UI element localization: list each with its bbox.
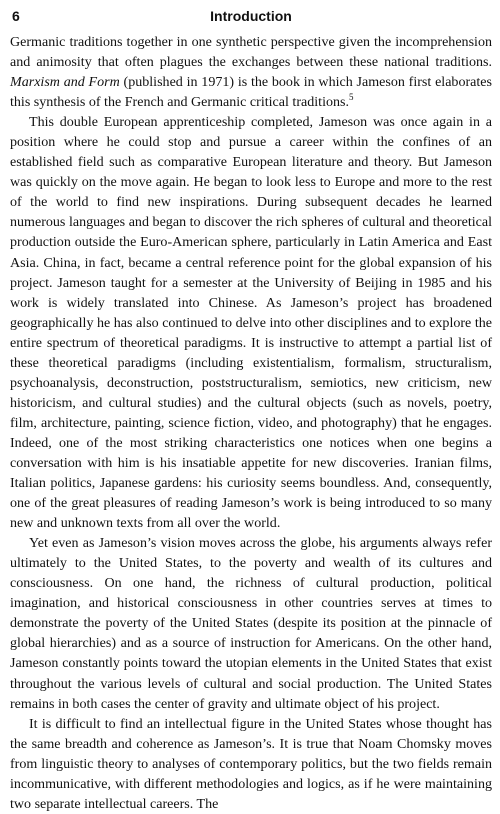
paragraph-1-text-end: (published in 1971) is the book in which Jameson first elaborates this synthesis of the French and Germanic critical traditions.	[10, 74, 492, 111]
paragraph-2: This double European apprenticeship completed, Jameson was once again in a position where he could stop and pursue a career within the confines of an established field such as comparative European literature and theory. But Jameson was quickly on the move again. He began to look less to Europe and more to the rest of the world to find new inspirations. During subsequent decades he learned numerous languages and began to discover the rich spheres of cultural and theoretical production outside the Euro-American sphere, particularly in Latin America and East Asia. China, in fact, became a central reference point for the global expansion of his project. Jameson taught for a semester at the University of Beijing in 1985 and his work is widely translated into Chinese. As Jameson’s project has broadened geographically he has also continued to delve into other disciplines and to explore the entire spectrum of theoretical paradigms. It is instructive to attempt a partial list of these theoretical paradigms (including existentialism, formalism, structuralism, psychoanalysis, deconstruction, poststructuralism, semiotics, new criticism, new historicism, and cultural studies) and the cultural objects (such as novels, poetry, film, architecture, painting, science fiction, video, and photography) that he engages. Indeed, one of the most striking characteristics one notices when one begins a conversation with him is his insatiable appetite for new discoveries. Iranian films, Italian politics, Japanese gardens: his curiosity seems boundless. And, consequently, one of the great pleasures of reading Jameson’s work is being introduced to so many new and unknown texts from all over the world.	[10, 114, 492, 532]
paragraph-1-text-start: Germanic traditions together in one synthetic perspective given the incomprehension and animosity that often plagues the exchanges between these national traditions.	[10, 34, 492, 71]
page-number: 6	[12, 8, 20, 24]
running-head	[10, 8, 492, 32]
footnote-marker: 5	[349, 92, 354, 103]
paragraph-4: It is difficult to find an intellectual figure in the United States whose thought has the same breadth and coherence as Jameson’s. It is true that Noam Chomsky moves from linguistic theory to analyses of contemporary politics, but the two fields remain incommunicative, with different methodologies and logics, as if he were maintaining two separate intellectual careers. The	[10, 715, 492, 812]
running-title: Introduction	[210, 8, 292, 24]
paragraph-continuation	[10, 32, 492, 112]
body-text	[10, 32, 492, 814]
paragraph-3: Yet even as Jameson’s vision moves across the globe, his arguments always refer ultimately to the United States, to the poverty and wealth of its cultures and consciousness. On one hand, the richness of cultural production, political imagination, and historical consciousness in other countries serves at times to demonstrate the poverty of the United States (despite its position at the pinnacle of global hierarchies) and as a source of instruction for Americans. On the other hand, Jameson constantly points toward the utopian elements in the United States that exist throughout the various levels of cultural and social production. The United States remains in both cases the center of gravity and ultimate object of his project.	[10, 535, 492, 712]
book-title-marxism-and-form: Marxism and Form	[10, 74, 120, 91]
